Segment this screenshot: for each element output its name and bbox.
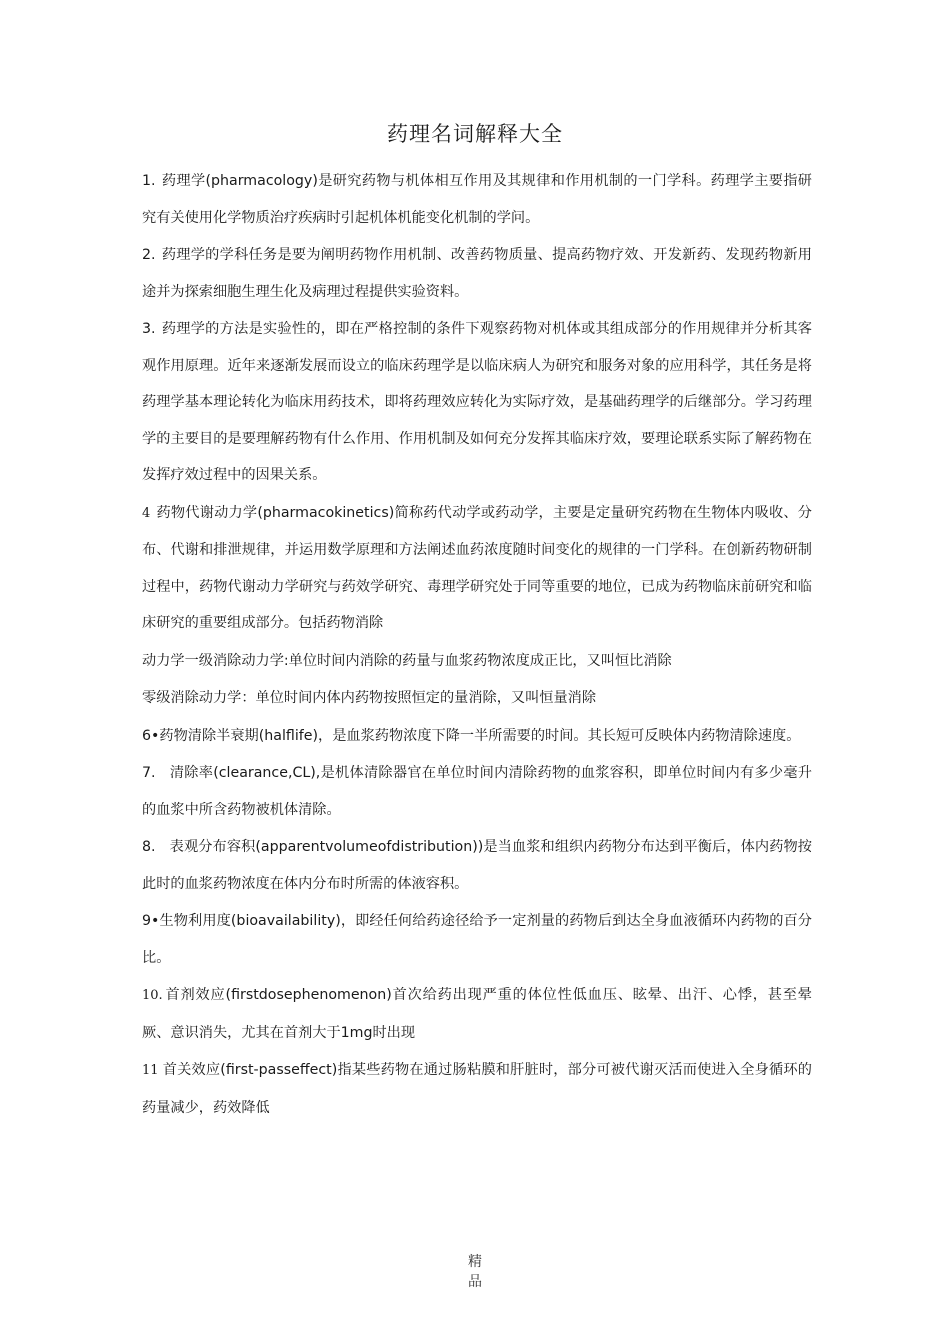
document-title: 药理名词解释大全	[387, 122, 563, 146]
paragraph-7	[142, 755, 812, 828]
paragraph-text: 首关效应(first-passeffect)指某些药物在通过肠粘膜和肝脏时，部分可被代谢灭活而使进入全身循环的药量减少，药效降低	[142, 1062, 812, 1116]
paragraph-text: 清除率(clearance,CL),是机体清除器官在单位时间内清除药物的血浆容积，即单位时间内有多少毫升的血浆中所含药物被机体清除。	[142, 765, 812, 818]
paragraph-number: 9•	[142, 913, 160, 929]
paragraph-text: 动力学一级消除动力学:单位时间内消除的药量与血浆药物浓度成正比，又叫恒比消除	[142, 652, 672, 669]
paragraph-text: 表观分布容积(apparentvolumeofdistribution))是当血浆和组织内药物分布达到平衡后，体内药物按此时的血浆药物浓度在体内分布时所需的体液容积。	[142, 839, 812, 892]
paragraph-number: 6•	[142, 727, 160, 744]
paragraph-number: 10.	[142, 988, 163, 1003]
paragraph-text: 药理学(pharmacology)是研究药物与机体相互作用及其规律和作用机制的一门学科。药理学主要指研究有关使用化学物质治疗疾病时引起机体机能变化机制的学问。	[142, 173, 812, 226]
paragraph-text: 生物利用度(bioavailability)，即经任何给药途径给予一定剂量的药物后到达全身血液循环内药物的百分比。	[142, 913, 812, 966]
paragraph-2	[142, 237, 812, 310]
paragraph-number: 3.	[142, 321, 156, 337]
paragraph-text: 药物清除半衰期(halflife)，是血浆药物浓度下降一半所需要的时间。其长短可反映体内药物清除速度。	[159, 727, 801, 744]
paragraph-text: 首剂效应(firstdosephenomenon)首次给药出现严重的体位性低血压、眩晕、出汗、心悸，甚至晕厥、意识消失，尤其在首剂大于1mg时出现	[142, 987, 812, 1041]
paragraph-number: 4	[142, 505, 151, 521]
paragraph-4	[142, 495, 812, 642]
paragraph-6	[142, 718, 812, 755]
paragraph-zero-order-kinetics	[142, 680, 812, 717]
paragraph-number: 1.	[142, 173, 156, 189]
footer-char-2: 品	[468, 1274, 482, 1290]
paragraph-3	[142, 311, 812, 494]
footer-char-1: 精	[468, 1254, 482, 1270]
paragraph-number: 7.	[142, 765, 156, 781]
paragraph-number: 11	[142, 1063, 159, 1078]
paragraph-text: 零级消除动力学：单位时间内体内药物按照恒定的量消除，又叫恒量消除	[142, 690, 597, 706]
paragraph-text: 药理学的学科任务是要为阐明药物作用机制、改善药物质量、提高药物疗效、开发新药、发现药物新用途并为探索细胞生理生化及病理过程提供实验资料。	[142, 247, 812, 300]
paragraph-10	[142, 977, 812, 1051]
paragraph-11	[142, 1052, 812, 1126]
document-body	[142, 163, 812, 1127]
paragraph-text: 药理学的方法是实验性的，即在严格控制的条件下观察药物对机体或其组成部分的作用规律并分析其客观作用原理。近年来逐渐发展而设立的临床药理学是以临床病人为研究和服务对象的应用科学，其任务是将药理学基本理论转化为临床用药技术，即将药理效应转化为实际疗效，是基础药理学的后继部分。学习药理学的主要目的是要理解药物有什么作用、作用机制及如何充分发挥其临床疗效，要理论联系实际了解药物在发挥疗效过程中的因果关系。	[142, 321, 812, 483]
paragraph-9	[142, 903, 812, 976]
page-footer	[0, 1252, 950, 1292]
paragraph-number: 8.	[142, 839, 156, 855]
paragraph-first-order-kinetics	[142, 643, 812, 680]
paragraph-8	[142, 829, 812, 902]
paragraph-text: 药物代谢动力学(pharmacokinetics)简称药代动学或药动学，主要是定量研究药物在生物体内吸收、分布、代谢和排泄规律，并运用数学原理和方法阐述血药浓度随时间变化的规律的一门学科。在创新药物研制过程中，药物代谢动力学研究与药效学研究、毒理学研究处于同等重要的地位，已成为药物临床前研究和临床研究的重要组成部分。包括药物消除	[142, 504, 812, 631]
paragraph-number: 2.	[142, 247, 156, 263]
paragraph-1	[142, 163, 812, 236]
